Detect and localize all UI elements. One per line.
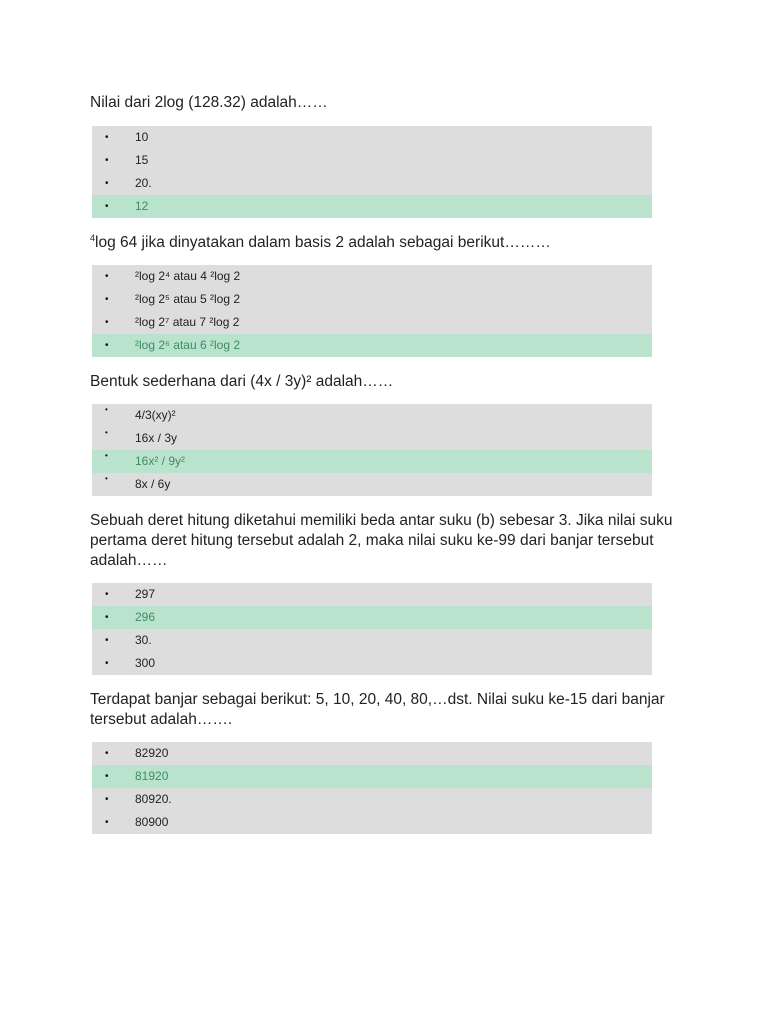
option-2c: [92, 311, 652, 334]
option-1b: [92, 149, 652, 172]
question-1: Nilai dari 2log (128.32) adalah……: [90, 94, 328, 111]
log-base-superscript: 4: [90, 233, 96, 243]
option-text: 16x² / 9y²: [135, 454, 186, 468]
question-4: Sebuah deret hitung diketahui memiliki beda antar suku (b) sebesar 3. Jika nilai suku pertama deret hitung tersebut adalah 2, maka nilai suku ke-99 dari banjar tersebut adalah……: [90, 512, 677, 569]
question-2-text: log 64 jika dinyatakan dalam basis 2 adalah sebagai berikut………: [95, 234, 551, 251]
option-4c: [92, 629, 652, 652]
option-text: 10: [135, 130, 149, 144]
option-text: ²log 2⁴ atau 4 ²log 2: [135, 269, 241, 283]
option-text: 81920: [135, 769, 169, 783]
bullet-icon: •: [105, 794, 109, 805]
bullet-icon: •: [105, 748, 109, 759]
bullet-icon: •: [105, 474, 108, 483]
option-5d: [92, 811, 652, 834]
question-5: Terdapat banjar sebagai berikut: 5, 10, 20, 40, 80,…dst. Nilai suku ke-15 dari banjar tersebut adalah…….: [90, 691, 670, 728]
bullet-icon: •: [105, 132, 109, 143]
option-text: 300: [135, 656, 156, 670]
option-4b-correct: [92, 606, 652, 629]
option-3b: [92, 427, 652, 450]
options-list-2: [92, 265, 652, 357]
bullet-icon: •: [105, 155, 109, 166]
option-3a: [92, 404, 652, 427]
option-text: 4/3(xy)²: [135, 408, 176, 422]
question-2: [90, 233, 680, 253]
bullet-icon: •: [105, 771, 109, 782]
bullet-icon: •: [105, 317, 109, 328]
option-text: 15: [135, 153, 149, 167]
options-list-3: [92, 404, 652, 496]
option-text: ²log 2⁶ atau 6 ²log 2: [135, 338, 241, 352]
option-text: 80920.: [135, 792, 172, 806]
options-list-4: [92, 583, 652, 675]
options-list-1: [92, 126, 652, 218]
bullet-icon: •: [105, 294, 109, 305]
option-1a: [92, 126, 652, 149]
option-2a: [92, 265, 652, 288]
bullet-icon: •: [105, 201, 109, 212]
option-text: ²log 2⁵ atau 5 ²log 2: [135, 292, 241, 306]
bullet-icon: •: [105, 405, 108, 414]
options-list-5: [92, 742, 652, 834]
bullet-icon: •: [105, 428, 108, 437]
option-text: 30.: [135, 633, 152, 647]
option-4a: [92, 583, 652, 606]
option-text: 80900: [135, 815, 169, 829]
bullet-icon: •: [105, 589, 109, 600]
option-text: 297: [135, 587, 156, 601]
option-5c: [92, 788, 652, 811]
option-text: 296: [135, 610, 156, 624]
option-1d-correct: [92, 195, 652, 218]
option-text: 20.: [135, 176, 152, 190]
option-2b: [92, 288, 652, 311]
option-text: 82920: [135, 746, 169, 760]
option-4d: [92, 652, 652, 675]
bullet-icon: •: [105, 451, 108, 460]
bullet-icon: •: [105, 271, 109, 282]
option-5a: [92, 742, 652, 765]
bullet-icon: •: [105, 612, 109, 623]
option-5b-correct: [92, 765, 652, 788]
option-text: ²log 2⁷ atau 7 ²log 2: [135, 315, 240, 329]
option-3c-correct: [92, 450, 652, 473]
bullet-icon: •: [105, 658, 109, 669]
option-text: 12: [135, 199, 149, 213]
bullet-icon: •: [105, 178, 109, 189]
option-text: 8x / 6y: [135, 477, 171, 491]
option-text: 16x / 3y: [135, 431, 178, 445]
bullet-icon: •: [105, 340, 109, 351]
option-2d-correct: [92, 334, 652, 357]
bullet-icon: •: [105, 635, 109, 646]
option-3d: [92, 473, 652, 496]
bullet-icon: •: [105, 817, 109, 828]
option-1c: [92, 172, 652, 195]
question-3: Bentuk sederhana dari (4x / 3y)² adalah……: [90, 373, 394, 390]
